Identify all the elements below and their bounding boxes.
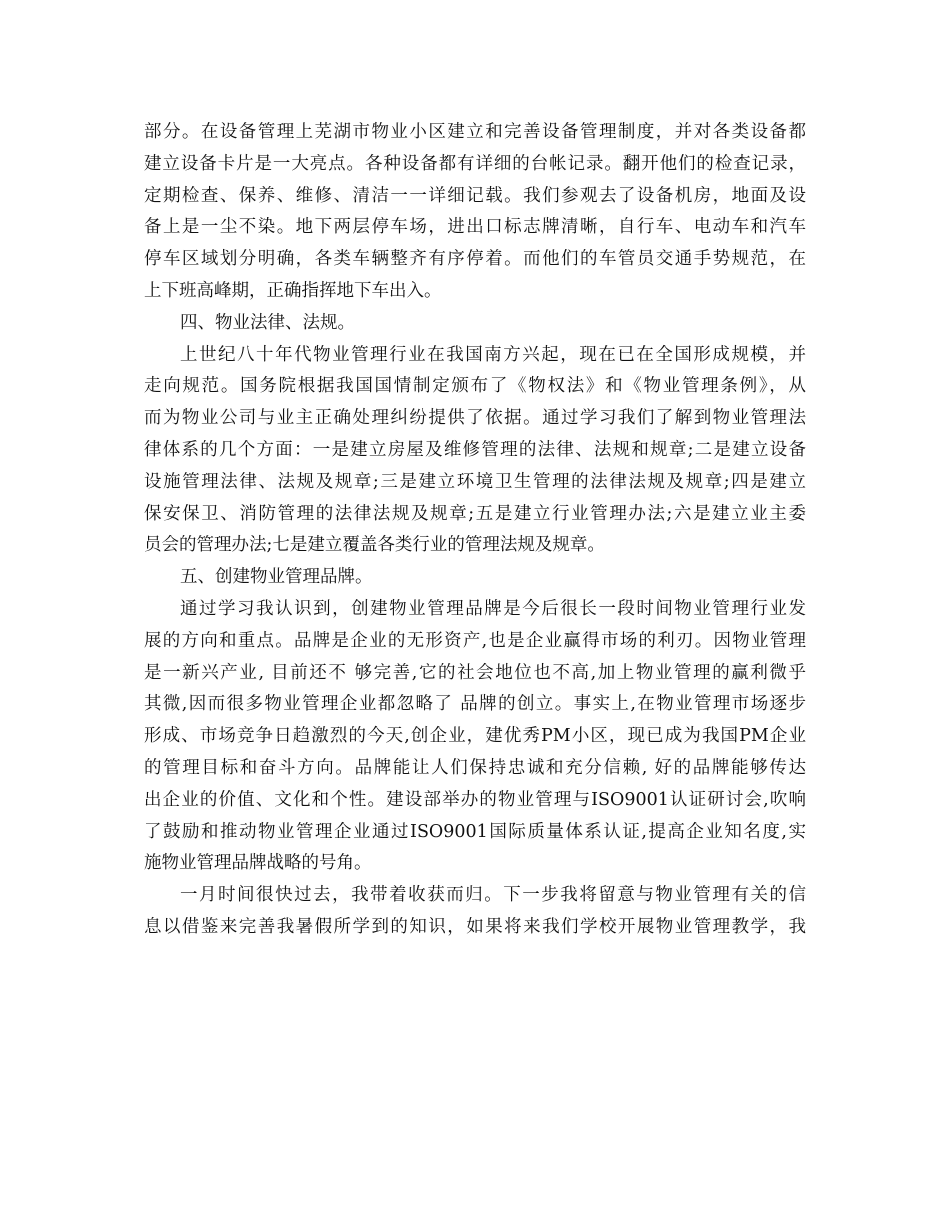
text-line: 停车区域划分明确，各类车辆整齐有序停着。而他们的车管员交通手势规范，在 — [144, 249, 806, 270]
text-line: 息以借鉴来完善我暑假所学到的知识，如果将来我们学校开展物业管理教学，我 — [144, 916, 806, 937]
text-line: 员会的管理办法;七是建立覆盖各类行业的管理法规及规章。 — [144, 535, 605, 556]
text-line: 设施管理法律、法规及规章;三是建立环境卫生管理的法律法规及规章;四是建立 — [144, 471, 806, 492]
document-body — [144, 117, 806, 944]
text-line: 其微,因而很多物业管理企业都忽略了 品牌的创立。事实上,在物业管理市场逐步 — [144, 694, 806, 715]
text-line: 一月时间很快过去，我带着收获而归。下一步我将留意与物业管理有关的信 — [180, 885, 806, 906]
section-heading: 五、创建物业管理品牌。 — [180, 567, 373, 588]
text-line: 通过学习我认识到，创建物业管理品牌是今后很长一段时间物业管理行业发 — [180, 598, 806, 619]
text-line: 施物业管理品牌战略的号角。 — [144, 853, 372, 874]
text-line: 走向规范。国务院根据我国国情制定颁布了《物权法》和《物业管理条例》，从 — [144, 376, 806, 397]
text-line: 律体系的几个方面：一是建立房屋及维修管理的法律、法规和规章;二是建立设备 — [144, 439, 806, 460]
text-line: 保安保卫、消防管理的法律法规及规章;五是建立行业管理办法;六是建立业主委 — [144, 503, 806, 524]
text-line: 上世纪八十年代物业管理行业在我国南方兴起，现在已在全国形成规模，并 — [180, 344, 806, 365]
text-line: 定期检查、保养、维修、清洁一一详细记载。我们参观去了设备机房，地面及设 — [144, 185, 806, 206]
text-line: 建立设备卡片是一大亮点。各种设备都有详细的台帐记录。翻开他们的检查记录， — [144, 153, 806, 174]
text-line: 备上是一尘不染。地下两层停车场，进出口标志牌清晰，自行车、电动车和汽车 — [144, 217, 806, 238]
text-line: 上下班高峰期，正确指挥地下车出入。 — [144, 280, 442, 301]
text-line: 是一新兴产业, 目前还不 够完善,它的社会地位也不高,加上物业管理的赢利微乎 — [144, 662, 806, 683]
text-line: 了鼓励和推动物业管理企业通过ISO9001国际质量体系认证,提高企业知名度,实 — [144, 821, 806, 842]
text-line: 形成、市场竞争日趋激烈的今天,创企业，建优秀PM小区，现已成为我国PM企业 — [144, 726, 806, 747]
text-line: 部分。在设备管理上芜湖市物业小区建立和完善设备管理制度，并对各类设备都 — [144, 122, 806, 142]
text-line: 的管理目标和奋斗方向。品牌能让人们保持忠诚和充分信赖, 好的品牌能够传达 — [144, 757, 806, 778]
text-line: 展的方向和重点。品牌是企业的无形资产,也是企业赢得市场的利刃。因物业管理 — [144, 630, 806, 651]
text-line: 而为物业公司与业主正确处理纠纷提供了依据。通过学习我们了解到物业管理法 — [144, 408, 806, 429]
section-heading: 四、物业法律、法规。 — [180, 312, 355, 333]
text-line: 出企业的价值、文化和个性。建设部举办的物业管理与ISO9001认证研讨会,吹响 — [144, 789, 806, 810]
